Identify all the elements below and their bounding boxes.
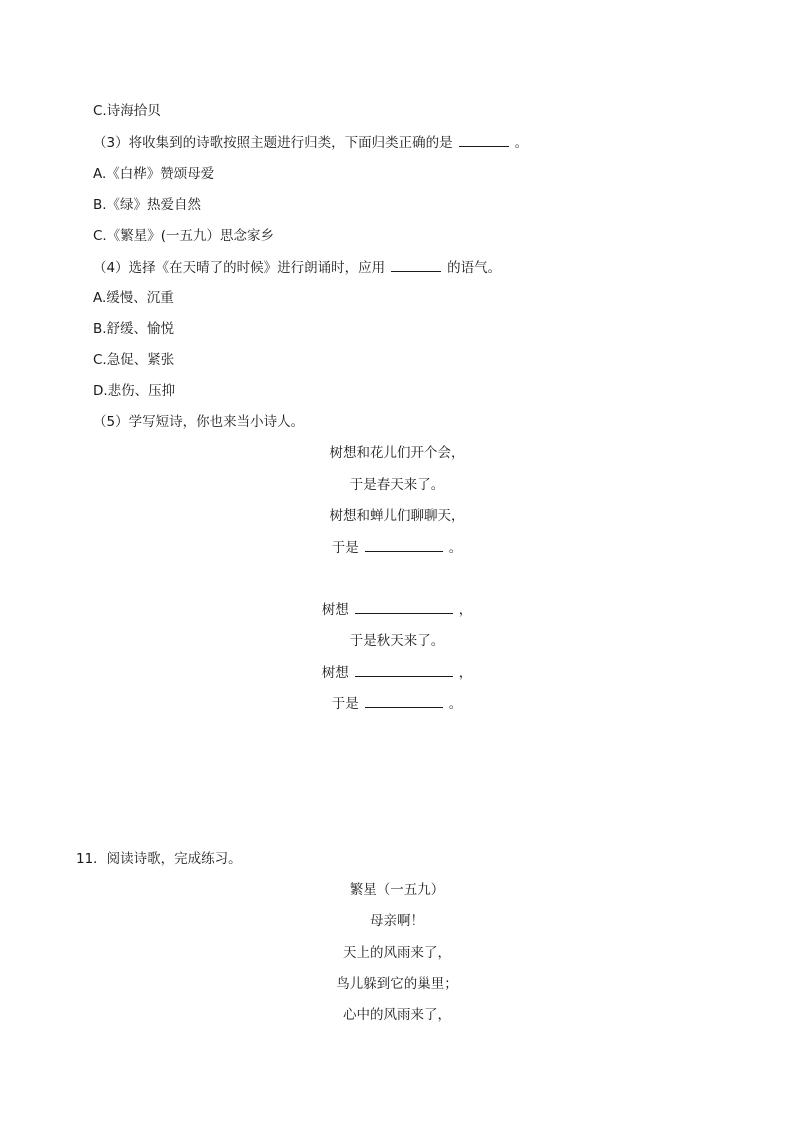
- question-4: [93, 257, 501, 278]
- question-11-prompt: 11．阅读诗歌，完成练习。: [76, 851, 242, 867]
- poem-line-start: 于是: [331, 696, 359, 712]
- option-b: B.舒缓、愉悦: [93, 321, 175, 337]
- question-3-text: （3）将收集到的诗歌按照主题进行归类，下面归类正确的是: [93, 135, 453, 151]
- option-a: A.《白桦》赞颂母爱: [93, 166, 215, 182]
- poem-line-end: ，: [458, 602, 473, 618]
- answer-blank[interactable]: [365, 693, 443, 708]
- poem-line-end: 。: [448, 540, 463, 556]
- answer-blank[interactable]: [365, 537, 443, 552]
- question-3-end: 。: [514, 135, 529, 151]
- option-c: C.《繁星》(一五九）思念家乡: [93, 228, 274, 244]
- answer-blank[interactable]: [459, 132, 509, 147]
- option-a: A.缓慢、沉重: [93, 290, 174, 306]
- answer-blank[interactable]: [355, 662, 453, 677]
- poem-fill-line: [0, 537, 794, 558]
- option-c-line: C.诗海拾贝: [93, 103, 161, 119]
- poem-line: 鸟儿躲到它的巢里；: [336, 976, 458, 992]
- poem-line: 天上的风雨来了，: [343, 945, 451, 961]
- option-d: D.悲伤、压抑: [93, 383, 176, 399]
- question-4-text: （4）选择《在天晴了的时候》进行朗诵时，应用: [93, 260, 386, 276]
- poem-line-end: ，: [458, 665, 473, 681]
- poem-line: 于是秋天来了。: [349, 633, 445, 649]
- question-3: [93, 132, 528, 153]
- answer-blank[interactable]: [355, 599, 453, 614]
- option-b: B.《绿》热爱自然: [93, 197, 202, 213]
- poem-line: 树想和花儿们开个会，: [329, 445, 465, 461]
- poem-fill-line: [0, 693, 794, 714]
- poem-line: 于是春天来了。: [349, 477, 445, 493]
- poem-line-end: 。: [448, 696, 463, 712]
- poem-fill-line: [0, 599, 794, 620]
- poem-line-start: 树想: [321, 602, 349, 618]
- option-c: C.急促、紧张: [93, 352, 175, 368]
- question-4-end: 的语气。: [447, 260, 502, 276]
- poem-fill-line: [0, 662, 794, 683]
- question-5: （5）学写短诗，你也来当小诗人。: [93, 414, 305, 430]
- answer-blank[interactable]: [391, 257, 441, 272]
- poem-title: 繁星（一五九）: [349, 882, 445, 898]
- poem-line: 心中的风雨来了，: [343, 1007, 451, 1023]
- poem-line: 母亲啊！: [370, 913, 424, 929]
- poem-line-start: 树想: [321, 665, 349, 681]
- poem-line: 树想和蝉儿们聊聊天，: [329, 508, 465, 524]
- poem-line-start: 于是: [331, 540, 359, 556]
